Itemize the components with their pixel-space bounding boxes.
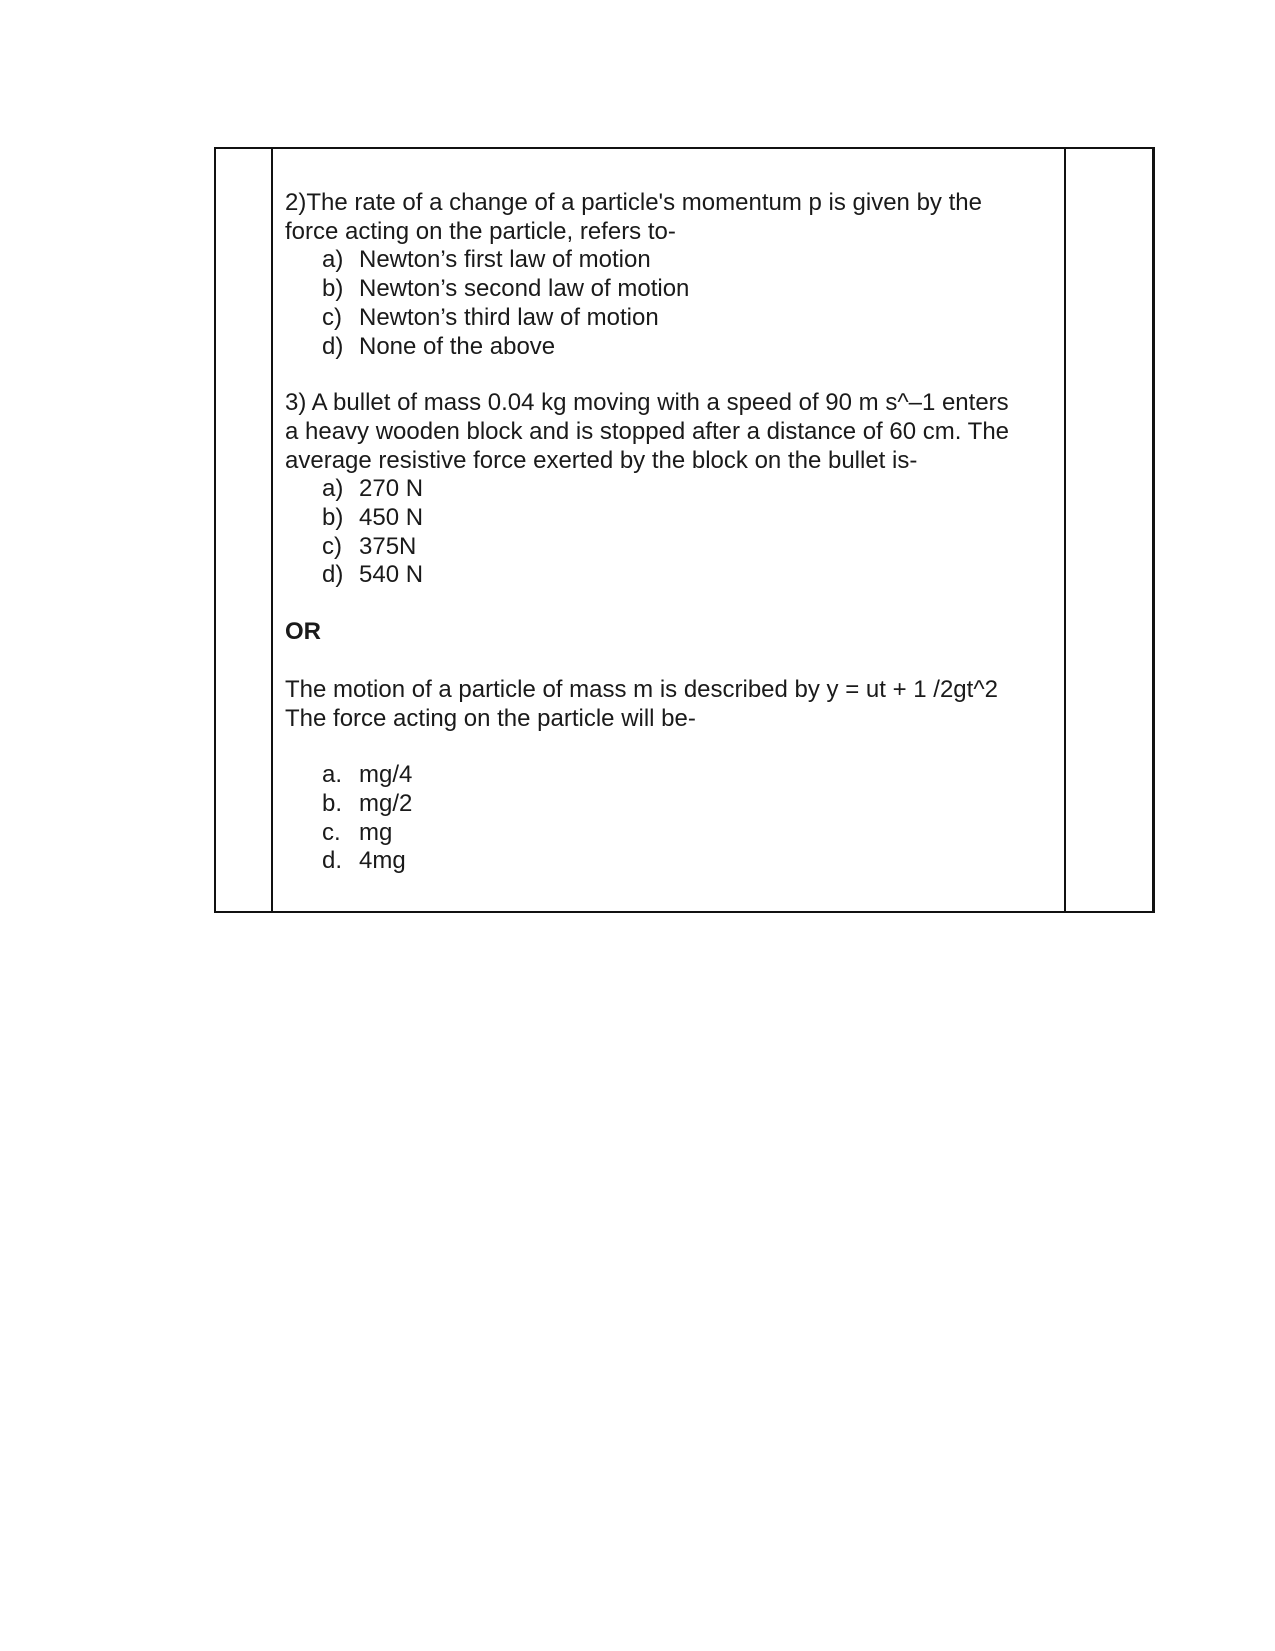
option-item [322,275,1065,304]
question-3 [285,389,1065,590]
option-text: Newton’s second law of motion [359,275,690,303]
option-item [322,847,1065,876]
option-item [322,819,1065,848]
or-separator: OR [285,618,321,646]
option-letter: a. [322,761,343,789]
option-text: Newton’s third law of motion [359,303,659,331]
option-item [322,761,1065,790]
spacer [285,733,1065,761]
option-letter: c) [322,303,342,331]
option-text: mg [359,818,393,846]
question-cell [285,189,1065,876]
option-letter: a) [322,475,344,503]
question-number-column [216,149,273,911]
option-letter: b) [322,275,344,303]
marks-column [1064,149,1152,911]
option-text: 270 N [359,475,424,503]
option-item [322,561,1065,590]
option-text: 450 N [359,504,424,532]
option-letter: d) [322,561,344,589]
option-text: 375N [359,532,417,560]
question-2 [285,189,1065,361]
question-text-line: 2)The rate of a change of a particle's momentum p is given by the [285,189,982,216]
option-letter: c) [322,532,342,560]
option-item [322,333,1065,362]
question-text-line: The force acting on the particle will be- [285,704,696,732]
option-text: mg/4 [359,761,413,789]
question-text [285,389,1065,475]
options-list [285,761,1065,876]
option-letter: d. [322,847,343,875]
option-text: Newton’s first law of motion [359,246,651,274]
option-letter: a) [322,246,344,274]
question-text-line: The motion of a particle of mass m is described by y = ut + 1 /2gt^2 [285,675,998,703]
options-list [285,246,1065,361]
spacer [285,647,1065,676]
question-text-line: 3) A bullet of mass 0.04 kg moving with a speed of 90 m s^–1 enters [285,389,1009,417]
option-text: None of the above [359,332,556,360]
option-item [322,790,1065,819]
question-text-line: force acting on the particle, refers to- [285,217,676,245]
option-text: 540 N [359,561,424,589]
question-text [285,189,1065,246]
option-letter: c. [322,818,341,846]
option-letter: d) [322,332,344,360]
option-text: 4mg [359,847,406,875]
option-text: mg/2 [359,789,413,817]
spacer [285,590,1065,618]
option-item [322,246,1065,275]
option-item [322,504,1065,533]
option-item [322,533,1065,562]
spacer [285,361,1065,389]
question-text-line: average resistive force exerted by the block on the bullet is- [285,446,918,474]
option-letter: b. [322,789,343,817]
option-letter: b) [322,504,344,532]
option-item [322,475,1065,504]
options-list [285,475,1065,590]
question-text [285,676,1065,733]
alternative-question [285,676,1065,876]
question-table [214,147,1155,913]
question-text-line: a heavy wooden block and is stopped after a distance of 60 cm. The [285,417,1010,445]
option-item [322,304,1065,333]
